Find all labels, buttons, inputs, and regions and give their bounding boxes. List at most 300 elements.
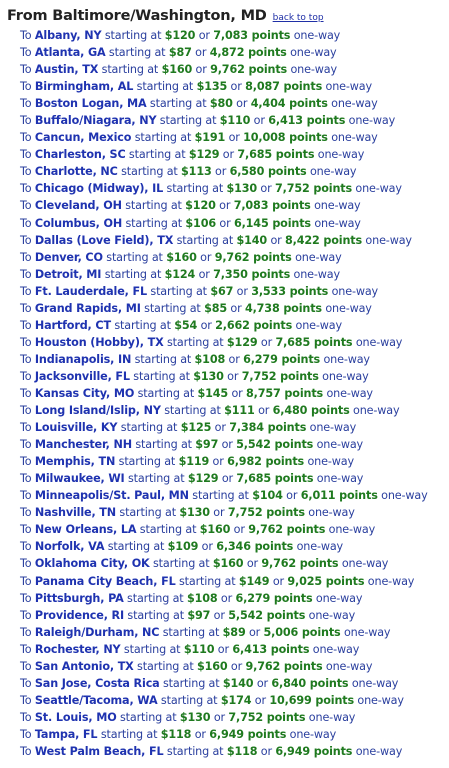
route-or-label: or [257,744,276,758]
route-city-link[interactable]: Buffalo/Niagara, NY [34,114,157,128]
route-row [20,573,449,590]
route-points: 6,480 [272,404,308,418]
route-one-way-label: one-way [314,148,365,162]
route-starting-label: starting at [133,659,197,673]
route-points: 4,872 [209,46,245,60]
route-starting-label: starting at [110,318,175,332]
route-price: $129 [187,472,219,486]
route-one-way-label: one-way [313,472,364,486]
route-city-link[interactable]: Birmingham, AL [34,80,134,94]
route-row [20,283,449,300]
route-points: 9,762 [245,659,281,673]
route-row [20,27,449,44]
route-starting-label: starting at [157,693,221,707]
route-starting-label: starting at [134,386,198,400]
route-starting-label: starting at [136,523,200,537]
route-city-link[interactable]: West Palm Beach, FL [34,744,164,758]
route-row [20,692,449,709]
route-city-link[interactable]: Charleston, SC [34,148,126,162]
route-city-link[interactable]: Raleigh/Durham, NC [34,625,160,639]
route-starting-label: starting at [124,472,188,486]
route-city-link[interactable]: Denver, CO [34,250,103,264]
route-price: $113 [181,165,212,179]
route-row [20,163,449,180]
route-or-label: or [243,557,262,571]
route-row [20,129,449,146]
route-points: 8,757 [246,386,281,400]
route-points-suffix: points [285,131,328,145]
route-price: $119 [178,455,210,469]
route-row [20,95,449,112]
route-starting-label: starting at [120,642,184,656]
route-to-label: To [20,63,35,77]
route-price: $149 [238,574,270,588]
route-points: 7,350 [213,267,248,281]
route-city-link[interactable]: Louisville, KY [34,421,118,435]
route-to-label: To [20,233,35,247]
route-one-way-label: one-way [353,693,404,707]
route-price: $135 [196,80,228,94]
route-one-way-label: one-way [348,676,399,690]
route-points: 9,762 [214,250,250,264]
route-starting-label: starting at [123,591,187,605]
route-price: $97 [195,438,219,452]
route-price: $130 [193,369,224,383]
route-starting-label: starting at [140,301,205,315]
route-points: 6,413 [232,642,267,656]
route-points-suffix: points [279,301,322,315]
route-row [20,743,449,760]
route-to-label: To [20,540,35,554]
route-or-label: or [209,506,228,520]
route-city-link[interactable]: Norfolk, VA [34,540,105,554]
route-points: 6,982 [227,455,262,469]
route-row [20,266,449,283]
route-to-label: To [20,267,35,281]
route-to-label: To [20,557,35,571]
route-points: 9,025 [287,574,323,588]
route-or-label: or [225,352,244,366]
route-price: $160 [161,63,193,77]
route-points-suffix: points [270,591,313,605]
route-or-label: or [269,574,288,588]
route-points: 9,762 [248,523,283,537]
route-row [20,300,449,317]
route-row [20,675,449,692]
route-row [20,61,449,78]
route-starting-label: starting at [105,46,169,60]
route-points-suffix: points [282,523,326,537]
route-or-label: or [215,199,234,213]
route-or-label: or [230,523,249,537]
route-to-label: To [20,710,35,724]
route-points-suffix: points [244,46,287,60]
route-city-link[interactable]: San Jose, Costa Rica [34,676,160,690]
route-or-label: or [192,63,211,77]
route-or-label: or [196,250,215,264]
route-points-suffix: points [262,608,306,622]
route-one-way-label: one-way [292,318,342,332]
route-points-suffix: points [285,284,329,298]
route-to-label: To [20,676,35,690]
route-city-link[interactable]: San Antonio, TX [34,659,134,673]
route-to-label: To [20,148,35,162]
route-price: $191 [194,131,226,145]
route-one-way-label: one-way [304,455,354,469]
route-or-label: or [267,233,286,247]
route-city-link[interactable]: Albany, NY [34,29,102,42]
route-city-link[interactable]: Manchester, NH [34,438,132,452]
route-city-link[interactable]: Providence, RI [34,608,125,622]
route-points: 5,542 [236,438,271,452]
route-points: 10,699 [269,693,312,707]
route-points: 7,083 [233,199,269,213]
route-points-suffix: points [243,727,287,741]
route-or-label: or [228,386,247,400]
route-city-link[interactable]: Nashville, TN [34,506,117,520]
route-or-label: or [218,438,237,452]
route-to-label: To [20,250,35,264]
route-or-label: or [251,693,270,707]
route-starting-label: starting at [104,540,168,554]
route-or-label: or [257,335,276,349]
route-price: $118 [160,727,192,741]
route-points-suffix: points [285,97,328,111]
route-row [20,538,449,555]
route-or-label: or [223,369,242,383]
route-to-label: To [20,608,35,622]
route-price: $125 [180,421,212,435]
route-starting-label: starting at [101,29,165,42]
route-points: 10,008 [243,131,286,145]
route-city-link[interactable]: Cleveland, OH [34,199,122,213]
route-price: $109 [167,540,199,554]
route-to-label: To [20,404,35,418]
route-to-label: To [20,591,35,605]
route-price: $104 [252,489,283,503]
route-or-label: or [195,267,214,281]
route-city-link[interactable]: Tampa, FL [34,727,98,741]
route-points: 6,011 [300,489,336,503]
route-starting-label: starting at [117,421,181,435]
route-or-label: or [198,540,217,554]
route-one-way-label: one-way [286,46,337,60]
route-points-suffix: points [247,29,291,42]
route-points: 9,762 [210,63,245,77]
route-price: $87 [168,46,192,60]
route-city-link[interactable]: Columbus, OH [34,216,123,230]
route-to-label: To [20,693,35,707]
route-points-suffix: points [279,80,323,94]
route-price: $120 [164,29,196,42]
route-row [20,44,449,61]
route-or-label: or [197,318,216,332]
route-or-label: or [282,489,301,503]
route-one-way-label: one-way [322,80,372,94]
route-list [20,27,449,760]
route-one-way-label: one-way [313,438,364,452]
route-city-link[interactable]: Ft. Lauderdale, FL [34,284,147,298]
route-city-link[interactable]: Kansas City, MO [34,386,135,400]
route-price: $174 [220,693,252,707]
route-city-link[interactable]: Cancun, Mexico [34,131,132,145]
route-row [20,180,449,197]
route-or-label: or [210,710,229,724]
route-points-suffix: points [250,540,294,554]
route-points: 5,542 [228,608,263,622]
route-to-label: To [20,386,35,400]
route-starting-label: starting at [173,233,237,247]
route-starting-label: starting at [159,676,223,690]
route-one-way-label: one-way [304,506,355,520]
route-row [20,624,449,641]
route-city-link[interactable]: Minneapolis/St. Paul, MN [34,489,189,503]
route-points-suffix: points [270,438,314,452]
route-or-label: or [225,131,244,145]
route-points-suffix: points [277,352,321,366]
route-row [20,709,449,726]
route-one-way-label: one-way [310,199,361,213]
route-to-label: To [20,438,35,452]
route-points-suffix: points [276,369,319,383]
route-points: 7,752 [228,710,264,724]
route-points-suffix: points [298,625,341,639]
route-points: 7,685 [275,335,311,349]
route-price: $110 [219,114,251,128]
route-points-suffix: points [311,693,354,707]
route-starting-label: starting at [124,608,188,622]
route-price: $160 [166,250,197,264]
route-one-way-label: one-way [290,29,341,42]
route-points: 6,949 [275,744,310,758]
route-city-link[interactable]: Rochester, NY [34,642,121,656]
route-row [20,249,449,266]
route-one-way-label: one-way [305,710,356,724]
route-city-link[interactable]: Boston Logan, MA [34,97,147,111]
route-starting-label: starting at [149,557,213,571]
route-one-way-label: one-way [305,608,356,622]
route-row [20,215,449,232]
route-to-label: To [20,29,35,42]
route-price: $130 [179,710,211,724]
route-to-label: To [20,318,35,332]
route-points-suffix: points [263,421,307,435]
route-starting-label: starting at [156,114,220,128]
route-or-label: or [250,114,269,128]
route-points-suffix: points [280,386,324,400]
route-or-label: or [195,29,214,42]
route-starting-label: starting at [163,744,227,758]
route-starting-label: starting at [188,489,253,503]
route-points: 8,087 [245,80,280,94]
route-one-way-label: one-way [320,352,370,366]
route-points: 7,384 [229,421,264,435]
route-city-link[interactable]: Seattle/Tacoma, WA [34,693,158,707]
route-price: $129 [226,335,258,349]
route-row [20,334,449,351]
route-price: $160 [196,659,228,673]
route-starting-label: starting at [131,438,196,452]
route-city-link[interactable]: Hartford, CT [34,318,111,332]
route-one-way-label: one-way [306,165,357,179]
route-points-suffix: points [244,63,288,77]
route-price: $124 [164,267,196,281]
route-points-suffix: points [335,489,378,503]
route-city-link[interactable]: Indianapolis, IN [34,352,132,366]
route-points: 6,279 [243,352,278,366]
route-to-label: To [20,182,35,196]
route-or-label: or [227,659,246,673]
route-row [20,368,449,385]
route-row [20,197,449,214]
route-city-link[interactable]: New Orleans, LA [34,523,137,537]
route-starting-label: starting at [116,710,180,724]
route-city-link[interactable]: Houston (Hobby), TX [34,335,164,349]
route-one-way-label: one-way [377,489,428,503]
route-city-link[interactable]: Pittsburgh, PA [34,591,124,605]
route-points: 8,422 [285,233,320,247]
route-points: 2,662 [215,318,250,332]
route-starting-label: starting at [146,97,210,111]
route-or-label: or [219,148,238,162]
route-row [20,726,449,743]
route-points-suffix: points [309,744,353,758]
route-price: $160 [212,557,244,571]
route-or-label: or [226,301,245,315]
route-row [20,419,449,436]
route-to-label: To [20,489,35,503]
route-to-label: To [20,216,35,230]
route-city-link[interactable]: Grand Rapids, MI [34,301,141,315]
route-points: 6,840 [271,676,307,690]
route-or-label: or [257,182,275,196]
route-price: $97 [187,608,211,622]
route-to-label: To [20,284,35,298]
route-starting-label: starting at [133,80,197,94]
route-one-way-label: one-way [362,233,412,247]
route-points: 6,413 [268,114,303,128]
route-city-link[interactable]: Atlanta, GA [34,46,106,60]
route-to-label: To [20,744,35,758]
route-points: 4,404 [250,97,286,111]
route-points: 7,752 [241,369,277,383]
route-row [20,470,449,487]
route-points-suffix: points [322,574,365,588]
route-points-suffix: points [307,404,350,418]
route-price: $89 [222,625,246,639]
route-points: 7,685 [236,472,272,486]
route-points-suffix: points [272,148,315,162]
route-to-label: To [20,455,35,469]
route-one-way-label: one-way [327,131,378,145]
route-price: $111 [224,404,255,418]
route-points-suffix: points [268,199,311,213]
route-points-suffix: points [296,557,339,571]
route-starting-label: starting at [116,506,180,520]
route-or-label: or [253,676,272,690]
route-to-label: To [20,352,35,366]
route-city-link[interactable]: Detroit, MI [34,267,102,281]
route-to-label: To [20,46,35,60]
route-one-way-label: one-way [309,642,360,656]
route-starting-label: starting at [125,148,189,162]
route-or-label: or [227,80,246,94]
route-city-link[interactable]: Memphis, TN [34,455,116,469]
route-to-label: To [20,625,35,639]
route-or-label: or [218,472,237,486]
route-one-way-label: one-way [345,114,396,128]
route-one-way-label: one-way [321,301,372,315]
route-points-suffix: points [262,506,305,520]
route-starting-label: starting at [131,352,195,366]
route-price: $118 [226,744,258,758]
route-or-label: or [211,421,230,435]
route-city-link[interactable]: Chicago (Midway), IL [34,182,164,196]
route-starting-label: starting at [102,250,167,264]
route-row [20,351,449,368]
route-price: $106 [185,216,216,230]
route-or-label: or [211,165,230,179]
route-or-label: or [254,404,273,418]
route-or-label: or [191,727,210,741]
route-starting-label: starting at [160,404,225,418]
route-city-link[interactable]: Oklahoma City, OK [34,557,150,571]
route-city-link[interactable]: Charlotte, NC [34,165,118,179]
route-price: $67 [210,284,234,298]
route-points: 6,346 [216,540,251,554]
back-to-top-link[interactable]: back to top [272,13,324,23]
route-city-link[interactable]: Jacksonville, FL [34,369,130,383]
route-points-suffix: points [249,250,292,264]
route-one-way-label: one-way [349,404,400,418]
route-to-label: To [20,506,35,520]
route-starting-label: starting at [115,455,179,469]
route-points-suffix: points [264,165,307,179]
route-starting-label: starting at [117,165,182,179]
route-one-way-label: one-way [364,574,415,588]
route-one-way-label: one-way [338,557,389,571]
route-city-link[interactable]: Milwaukee, WI [34,472,125,486]
route-city-link[interactable]: Dallas (Love Field), TX [34,233,174,247]
route-to-label: To [20,659,35,673]
route-price: $145 [197,386,229,400]
route-row [20,436,449,453]
route-one-way-label: one-way [318,369,369,383]
route-to-label: To [20,472,35,486]
route-to-label: To [20,421,35,435]
route-city-link[interactable]: Panama City Beach, FL [34,574,176,588]
route-to-label: To [20,131,35,145]
route-row [20,555,449,572]
route-to-label: To [20,114,35,128]
route-one-way-label: one-way [287,63,337,77]
route-points-suffix: points [306,676,349,690]
route-city-link[interactable]: St. Louis, MO [34,710,117,724]
route-or-label: or [217,591,236,605]
route-city-link[interactable]: Austin, TX [34,63,99,77]
route-to-label: To [20,642,35,656]
route-points: 7,752 [275,182,310,196]
route-price: $130 [226,182,258,196]
route-points: 4,738 [244,301,280,315]
route-points: 6,949 [209,727,244,741]
route-one-way-label: one-way [310,216,361,230]
route-points: 7,752 [227,506,263,520]
route-or-label: or [214,642,233,656]
route-city-link[interactable]: Long Island/Islip, NY [34,404,161,418]
route-starting-label: starting at [97,727,161,741]
route-row [20,78,449,95]
